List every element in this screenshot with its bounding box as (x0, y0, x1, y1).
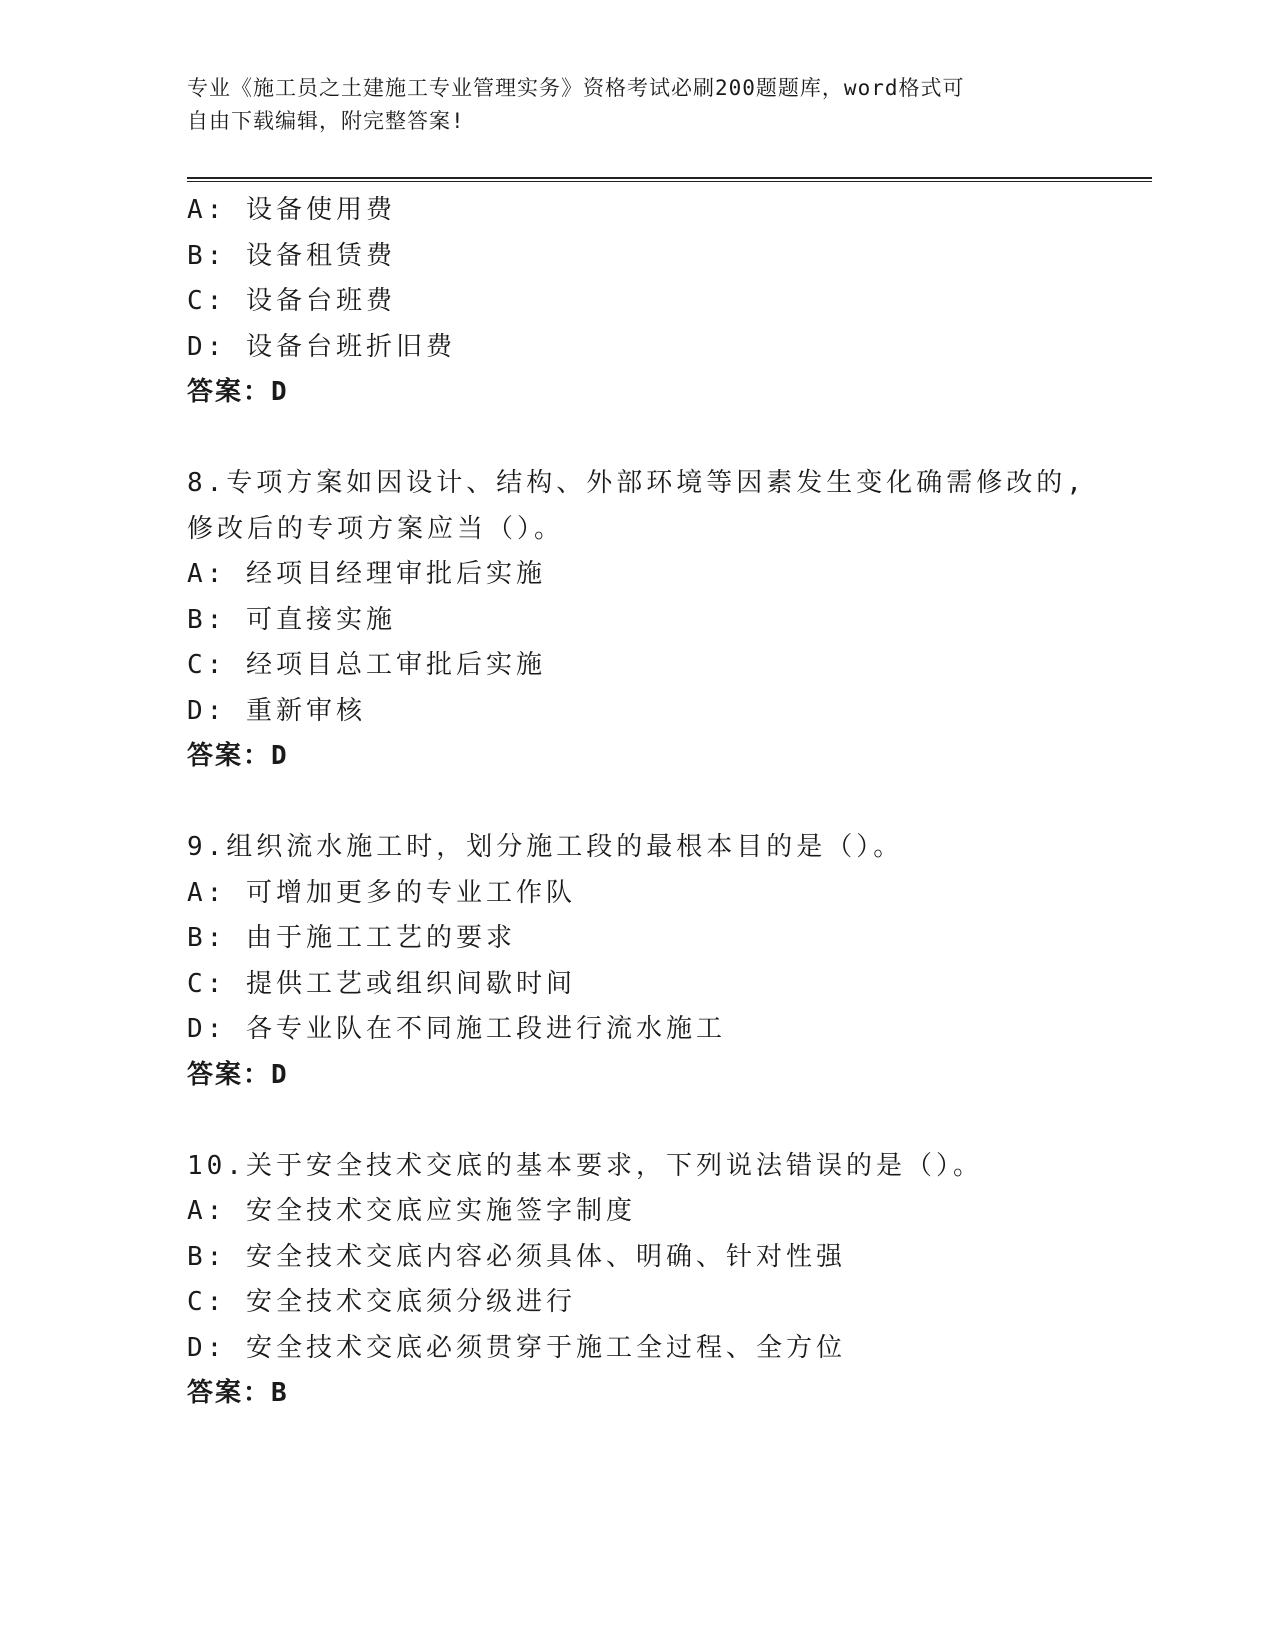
spacer (187, 416, 1147, 462)
option-d: D: 设备台班折旧费 (187, 331, 456, 362)
answer: 答案：D (187, 377, 289, 407)
header-line-1: 专业《施工员之土建施工专业管理实务》资格考试必刷200题题库，word格式可 (187, 76, 965, 100)
option-a: A: 可增加更多的专业工作队 (187, 877, 576, 908)
option-d: D: 重新审核 (187, 695, 366, 726)
option-b: B: 安全技术交底内容必须具体、明确、针对性强 (187, 1241, 846, 1272)
option-b: B: 可直接实施 (187, 604, 396, 635)
header-divider (187, 177, 1152, 182)
document-header (187, 72, 1067, 138)
question-7 (187, 188, 1147, 416)
question-stem: 9.组织流水施工时，划分施工段的最根本目的是（）。 (187, 832, 904, 862)
header-line-2: 自由下载编辑，附完整答案! (187, 109, 465, 133)
option-c: C: 安全技术交底须分级进行 (187, 1287, 576, 1317)
answer: 答案：B (187, 1378, 289, 1408)
question-10 (187, 1144, 1147, 1417)
option-d: D: 安全技术交底必须贯穿于施工全过程、全方位 (187, 1332, 846, 1363)
question-list (187, 188, 1147, 1417)
option-a: A: 安全技术交底应实施签字制度 (187, 1196, 636, 1226)
answer: 答案：D (187, 1059, 289, 1090)
option-b: B: 由于施工工艺的要求 (187, 923, 516, 953)
spacer (187, 1098, 1147, 1144)
question-8 (187, 461, 1147, 780)
question-stem-line-2: 修改后的专项方案应当（）。 (187, 513, 565, 544)
option-c: C: 经项目总工审批后实施 (187, 650, 546, 680)
spacer (187, 780, 1147, 826)
question-stem: 10.关于安全技术交底的基本要求，下列说法错误的是（）。 (187, 1150, 983, 1181)
option-a: A: 经项目经理审批后实施 (187, 559, 546, 589)
option-a: A: 设备使用费 (187, 195, 396, 225)
option-b: B: 设备租赁费 (187, 240, 396, 271)
option-d: D: 各专业队在不同施工段进行流水施工 (187, 1014, 726, 1044)
option-c: C: 提供工艺或组织间歇时间 (187, 968, 576, 999)
option-c: C: 设备台班费 (187, 286, 396, 316)
question-stem-line-1: 8.专项方案如因设计、结构、外部环境等因素发生变化确需修改的, (187, 468, 1086, 498)
question-9 (187, 825, 1147, 1098)
answer: 答案：D (187, 741, 289, 771)
